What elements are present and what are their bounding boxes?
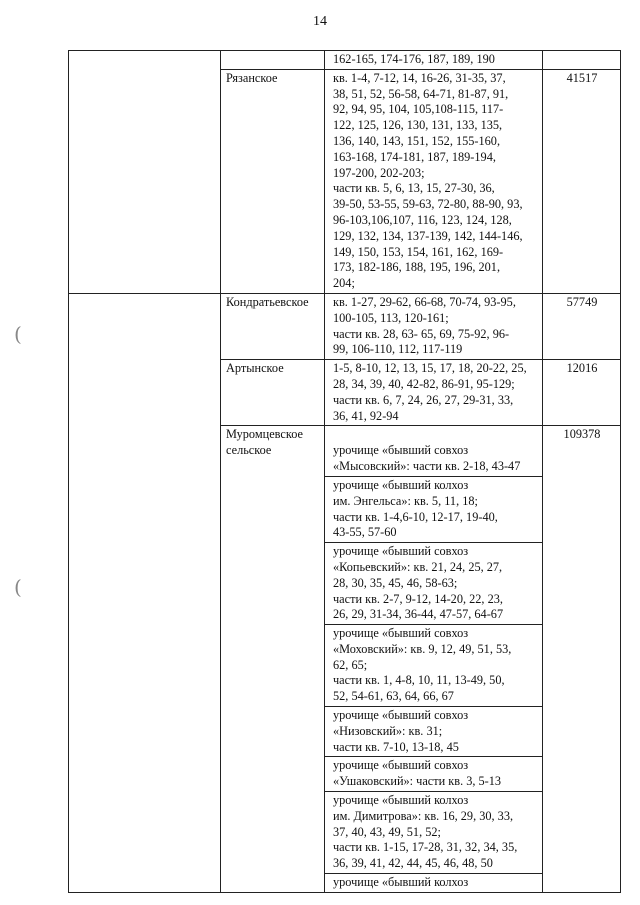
tract-entry: урочище «бывший совхоз «Копьевский»: кв. 21, 24, 25, 27, 28, 30, 35, 45, 46, 58-63; части кв. 2-7, 9-12, 14-20, 22, 23, 26, 29, 31-34, 36-44, 47-57, 64-67: [325, 542, 542, 624]
quarters-cell: [325, 426, 543, 893]
quarters-cell: кв. 1-4, 7-12, 14, 16-26, 31-35, 37, 38, 51, 52, 56-58, 64-71, 81-87, 91, 92, 94, 95, 104, 105,108-115, 117- 122, 125, 126, 130, 131, 133, 135, 136, 140, 143, 151, 152, 155-160, 163-168, 174-181, 187, 189-194, 197-200, 202-203; части кв. 5, 6, 13, 15, 27-30, 36, 39-50, 53-55, 59-63, 72-80, 88-90, 93, 96-103,106,107, 116, 123, 124, 128, 129, 132, 134, 137-139, 142, 144-146, 149, 150, 153, 154, 161, 162, 169- 173, 182-186, 188, 195, 196, 201, 204;: [333, 70, 523, 291]
tract-entry: урочище «бывший колхоз: [325, 873, 542, 892]
district-cell: [69, 51, 221, 294]
quarters-cell: кв. 1-27, 29-62, 66-68, 70-74, 93-95, 100-105, 113, 120-161; части кв. 28, 63- 65, 69, 75-92, 96- 99, 106-110, 112, 117-119: [333, 294, 516, 357]
area-cell: 109378: [543, 426, 621, 893]
tract-entry: урочище «бывший совхоз «Ушаковский»: части кв. 3, 5-13: [325, 756, 542, 791]
table-row: [69, 293, 621, 359]
tract-entry: урочище «бывший совхоз «Низовский»: кв. 31; части кв. 7-10, 13-18, 45: [325, 706, 542, 756]
tract-entry: урочище «бывший совхоз «Мысовский»: части кв. 2-18, 43-47: [333, 443, 521, 474]
document-table: [68, 50, 621, 893]
tract-entry: урочище «бывший колхоз им. Энгельса»: кв. 5, 11, 18; части кв. 1-4,6-10, 12-17, 19-40, 43-55, 57-60: [325, 476, 542, 542]
quarters-cell: 1-5, 8-10, 12, 13, 15, 17, 18, 20-22, 25, 28, 34, 39, 40, 42-82, 86-91, 95-129; части кв. 6, 7, 24, 26, 27, 29-31, 33, 36, 41, 92-94: [333, 361, 527, 423]
district-cell: [69, 293, 221, 892]
settlement-cell: Муромцевское сельское: [221, 426, 325, 893]
settlement-cell: Рязанское: [221, 69, 325, 293]
table-row: [69, 51, 621, 70]
area-cell: 12016: [543, 360, 621, 426]
tract-entry: урочище «бывший колхоз им. Димитрова»: кв. 16, 29, 30, 33, 37, 40, 43, 49, 51, 52; части кв. 1-15, 17-28, 31, 32, 34, 35, 36, 39, 41, 42, 44, 45, 46, 48, 50: [325, 791, 542, 873]
area-cell: [543, 51, 621, 70]
margin-mark: (: [14, 575, 22, 599]
margin-mark: (: [14, 322, 22, 346]
tract-entry: урочище «бывший совхоз «Моховский»: кв. 9, 12, 49, 51, 53, 62, 65; части кв. 1, 4-8, 10, 11, 13-49, 50, 52, 54-61, 63, 64, 66, 67: [325, 624, 542, 706]
area-cell: 41517: [543, 69, 621, 293]
page-number: 14: [313, 14, 327, 29]
settlement-cell: [221, 51, 325, 70]
settlement-cell: Кондратьевское: [221, 293, 325, 359]
area-cell: 57749: [543, 293, 621, 359]
quarters-cell: 162-165, 174-176, 187, 189, 190: [333, 52, 495, 66]
settlement-cell: Артынское: [221, 360, 325, 426]
